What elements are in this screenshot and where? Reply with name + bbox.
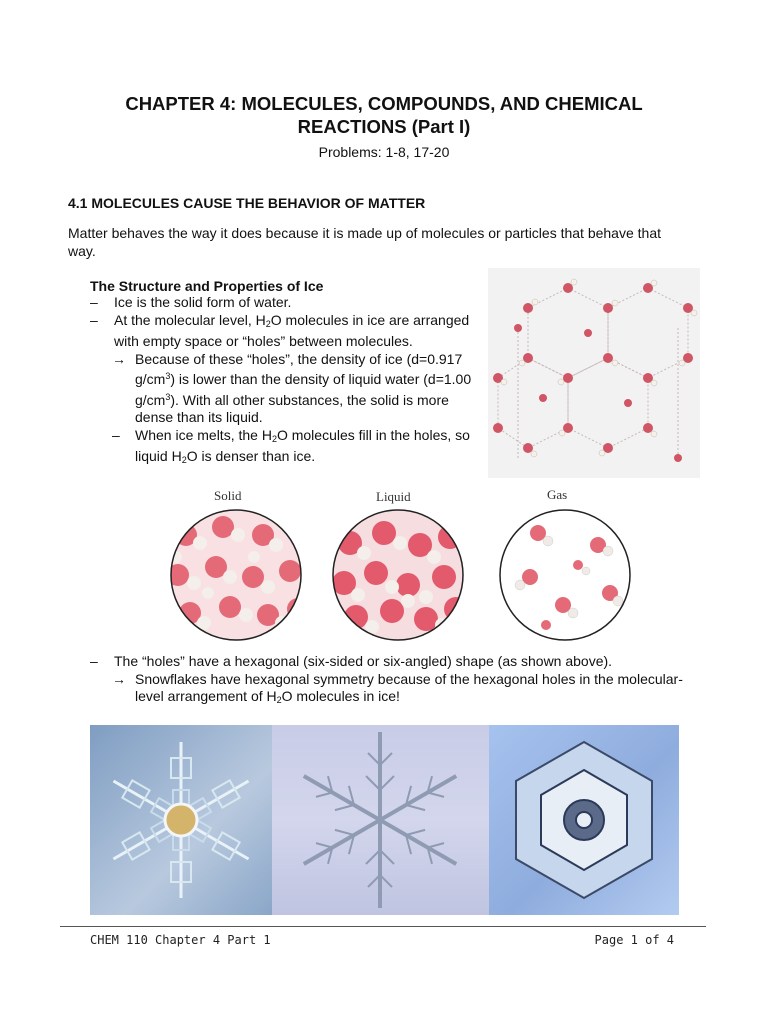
footer-rule — [60, 926, 706, 927]
dash-marker: – — [112, 426, 120, 443]
snowflake-photo-3 — [489, 725, 679, 915]
footer-right: Page 1 of 4 — [594, 933, 674, 947]
arrow-item-1 — [90, 351, 480, 427]
snowflake-photo-1 — [90, 725, 272, 915]
arrow-2-text-a: Snowflakes have hexagonal symmetry because of the hexagonal holes in the molecular-level arrangement of H — [135, 670, 683, 704]
bullet-1-text: Ice is the solid form of water. — [114, 294, 292, 310]
superscript: 3 — [165, 371, 171, 381]
bullet-3-text-b: O molecules fill in the holes, so liquid H — [135, 426, 470, 464]
dash-marker: – — [90, 311, 98, 328]
superscript: 3 — [165, 391, 171, 402]
bullet-3-text-c: O is denser than ice. — [186, 448, 316, 464]
label-gas: Gas — [547, 487, 568, 502]
problems-line: Problems: 1-8, 17-20 — [318, 144, 450, 160]
arrow-marker: → — [112, 670, 126, 687]
arrow-1-text-c: ). With all other substances, the solid is more dense than its liquid. — [135, 391, 449, 425]
arrow-item-2 — [90, 671, 710, 710]
snowflake-photo-2 — [272, 725, 489, 915]
title-line-1: CHAPTER 4: MOLECULES, COMPOUNDS, AND CHEMICAL — [125, 93, 643, 114]
ice-lattice-image — [488, 268, 700, 478]
gas-circle — [498, 505, 633, 645]
subscript: 2 — [181, 455, 187, 465]
dash-marker: – — [90, 294, 98, 310]
subheading-ice: The Structure and Properties of Ice — [90, 278, 324, 294]
footer-left: CHEM 110 Chapter 4 Part 1 — [90, 933, 271, 947]
dash-marker: – — [90, 653, 98, 669]
liquid-circle — [328, 505, 478, 645]
bullet-3 — [90, 427, 480, 470]
bullet-3-text-a: When ice melts, the H — [135, 426, 272, 443]
solid-circle — [158, 505, 318, 645]
bullet-2 — [90, 312, 480, 351]
label-liquid: Liquid — [376, 489, 411, 504]
arrow-marker: → — [112, 350, 126, 367]
arrow-1-text-a: Because of these “holes”, the density of ice (d=0.917 g/cm — [135, 350, 463, 387]
bullet-4 — [90, 653, 710, 671]
subscript: 2 — [265, 318, 271, 329]
hexagon-bullets — [90, 653, 710, 710]
bullet-2-text-b: O molecules in ice are arranged with empty space or “holes” between molecules. — [114, 311, 470, 349]
page-title — [0, 92, 768, 138]
subscript: 2 — [271, 433, 277, 444]
title-line-2: REACTIONS (Part I) — [297, 116, 471, 137]
ice-bullets — [90, 294, 480, 470]
arrow-2-text-b: O molecules in ice! — [281, 688, 400, 704]
section-heading: 4.1 MOLECULES CAUSE THE BEHAVIOR OF MATTER — [68, 195, 426, 211]
bullet-4-text: The “holes” have a hexagonal (six-sided or six-angled) shape (as shown above). — [114, 653, 613, 669]
label-solid: Solid — [214, 488, 242, 503]
bullet-1 — [90, 294, 480, 312]
intro-paragraph: Matter behaves the way it does because it is made up of molecules or particles that behave that way. — [68, 225, 661, 259]
bullet-2-text-a: At the molecular level, H — [114, 311, 266, 328]
phase-circles-image — [158, 505, 633, 645]
arrow-1-text-b: ) is lower than the density of liquid water (d=1.00 g/cm — [135, 371, 472, 408]
subscript: 2 — [276, 695, 282, 705]
